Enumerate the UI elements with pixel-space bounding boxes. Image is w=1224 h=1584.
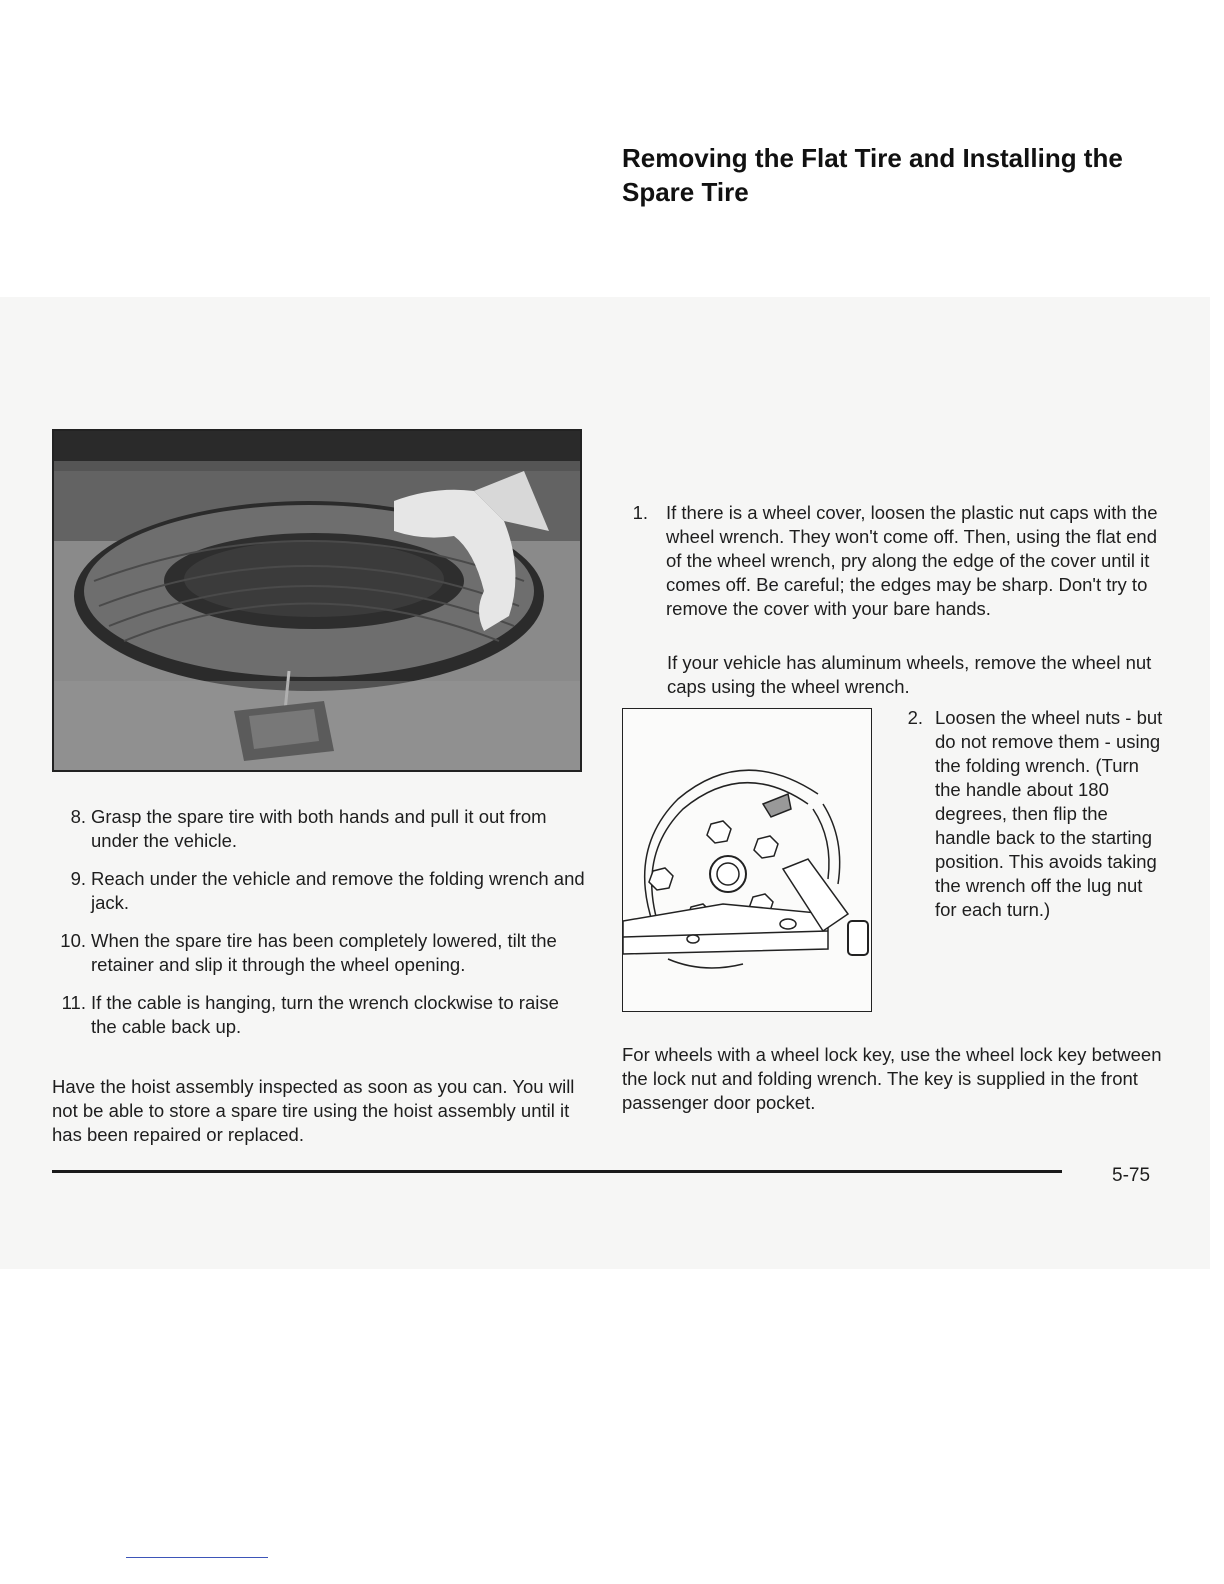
spare-tire-photo: [52, 429, 582, 772]
section-heading: Removing the Flat Tire and Installing the Spare Tire: [622, 143, 1123, 207]
step-10: [56, 929, 586, 977]
step-text: Loosen the wheel nuts - but do not remove them - using the folding wrench. (Turn the handle about 180 degrees, then flip the handle back to the starting position. This avoids taking the wrench off the lug nut for each turn.): [935, 707, 1163, 920]
step-number: 11.: [61, 992, 86, 1013]
tire-removal-steps: [56, 805, 586, 1053]
step-9: [56, 867, 586, 915]
flat-tire-steps: [626, 501, 1162, 635]
step-number: 10.: [60, 930, 86, 951]
step-8: [56, 805, 586, 853]
step-number: 1.: [632, 502, 648, 523]
page-number: 5-75: [1112, 1165, 1151, 1186]
step-number: 8.: [70, 806, 86, 827]
wheel-wrench-diagram: [622, 708, 872, 1012]
footer-rule: [52, 1170, 1062, 1173]
hoist-inspection-paragraph: Have the hoist assembly inspected as soon as you can. You will not be able to store a spare tire using the hoist assembly until it has been repaired or replaced.: [52, 1076, 575, 1145]
step-number: 2.: [907, 707, 923, 728]
step-11: [56, 991, 586, 1039]
step-text: Grasp the spare tire with both hands and pull it out from under the vehicle.: [91, 806, 547, 851]
aluminum-wheels-note: If your vehicle has aluminum wheels, remove the wheel nut caps using the wheel wrench.: [667, 652, 1152, 697]
step-number: 9.: [70, 868, 86, 889]
step-text: When the spare tire has been completely lowered, tilt the retainer and slip it through the wheel opening.: [91, 930, 557, 975]
step-text: Reach under the vehicle and remove the folding wrench and jack.: [91, 868, 585, 913]
wheel-lock-key-paragraph: For wheels with a wheel lock key, use the wheel lock key between the lock nut and folding wrench. The key is supplied in the front passenger door pocket.: [622, 1044, 1162, 1113]
step-2-list: [905, 706, 1165, 936]
step-text: If the cable is hanging, turn the wrench clockwise to raise the cable back up.: [91, 992, 559, 1037]
step-1: [626, 501, 1162, 621]
link-underline: [126, 1557, 268, 1558]
step-text: If there is a wheel cover, loosen the plastic nut caps with the wheel wrench. They won't come off. Then, using the flat end of the wheel wrench, pry along the edge of the cover until it comes off. Be careful; the edges may be sharp. Don't try to remove the cover with your bare hands.: [666, 502, 1158, 619]
step-2: [905, 706, 1165, 922]
